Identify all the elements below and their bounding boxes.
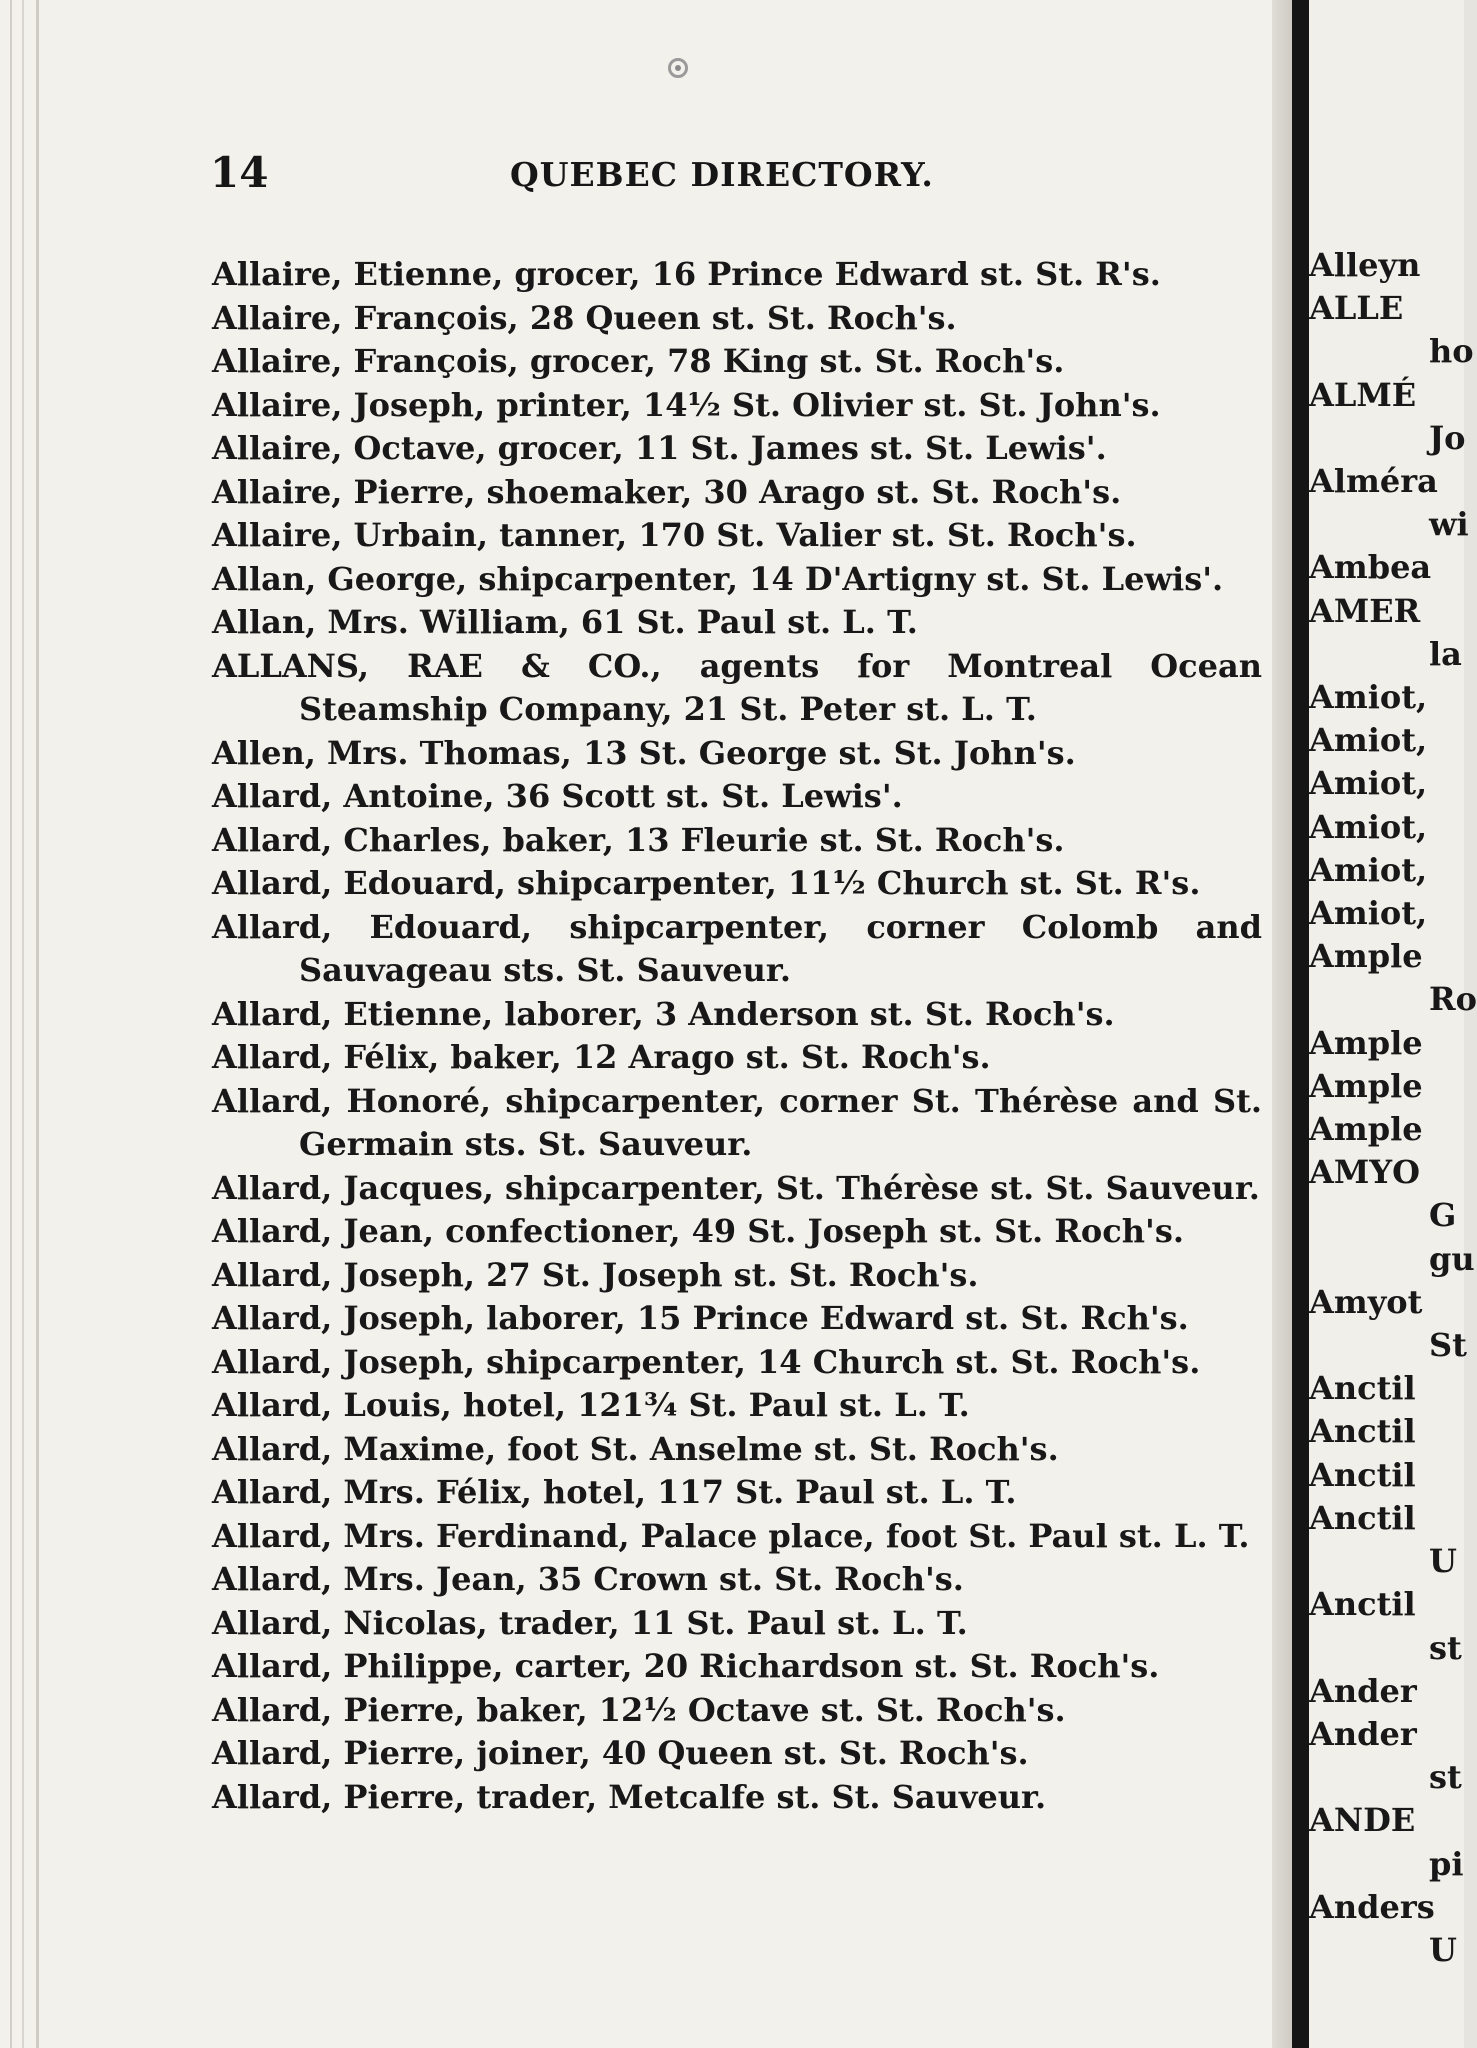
right-page-line: Jo	[1429, 418, 1466, 457]
right-page-line: Anctil	[1309, 1498, 1416, 1537]
right-page-line: U	[1429, 1930, 1457, 1969]
right-page-line: Ample	[1309, 937, 1423, 976]
directory-entry: Allard, Honoré, shipcarpenter, corner St. Thérèse and St. Germain sts. St. Sauveur.	[212, 1081, 1262, 1163]
directory-entry: Allard, Louis, hotel, 121¾ St. Paul st. L. T.	[212, 1386, 970, 1424]
right-page-line: ALMÉ	[1309, 375, 1417, 414]
directory-entry: Allard, Pierre, trader, Metcalfe st. St. Sauveur.	[212, 1777, 1047, 1816]
directory-entry: Allard, Mrs. Jean, 35 Crown st. St. Roch's.	[212, 1560, 964, 1598]
pin-hole-icon	[668, 58, 688, 78]
directory-entry: Allard, Jacques, shipcarpenter, St. Thérèse st. St. Sauveur.	[212, 1168, 1260, 1207]
right-page-line: Ander	[1309, 1714, 1417, 1753]
binding-edge	[1272, 0, 1292, 2048]
directory-entry: Allard, Charles, baker, 13 Fleurie st. St. Roch's.	[212, 820, 1065, 859]
directory-entry: ALLANS, RAE & CO., agents for Montreal Ocean Steamship Company, 21 St. Peter st. L. T.	[212, 646, 1262, 728]
directory-entry: Allard, Etienne, laborer, 3 Anderson st. St. Roch's.	[212, 994, 1115, 1033]
directory-entry: Allard, Edouard, shipcarpenter, 11½ Church st. St. R's.	[212, 864, 1201, 902]
page-edge-line	[36, 0, 39, 2048]
right-page-line: Ander	[1309, 1671, 1417, 1710]
right-page-line: Ro	[1429, 980, 1477, 1019]
directory-entry: Allan, George, shipcarpenter, 14 D'Artigny st. St. Lewis'.	[212, 559, 1224, 598]
directory-entry: Allard, Pierre, baker, 12½ Octave st. St. Roch's.	[212, 1690, 1066, 1729]
right-page-line: Ambea	[1309, 548, 1432, 587]
page-header	[210, 148, 1262, 198]
right-page-line: st	[1429, 1628, 1462, 1667]
directory-entry: Allaire, Joseph, printer, 14½ St. Olivier st. St. John's.	[212, 385, 1161, 424]
right-page-line: U	[1429, 1542, 1457, 1581]
right-page-line: G	[1429, 1196, 1457, 1235]
right-page-line: Amiot,	[1309, 721, 1428, 760]
right-page-line: ho	[1429, 332, 1474, 371]
directory-entry: Allaire, François, 28 Queen st. St. Roch's.	[212, 298, 957, 337]
directory-entry: Allaire, Pierre, shoemaker, 30 Arago st. St. Roch's.	[212, 472, 1122, 511]
right-page-line: Alméra	[1309, 462, 1438, 501]
right-page-line: la	[1429, 634, 1462, 673]
directory-entry: Allard, Mrs. Félix, hotel, 117 St. Paul st. L. T.	[212, 1473, 1017, 1511]
right-page-line: st	[1429, 1758, 1462, 1797]
right-page	[1309, 0, 1477, 2048]
right-page-line: Amiot,	[1309, 807, 1428, 846]
directory-entry: Allaire, Etienne, grocer, 16 Prince Edward st. St. R's.	[212, 255, 1161, 293]
page-edge-line	[10, 0, 12, 2048]
directory-entry: Allard, Mrs. Ferdinand, Palace place, foot St. Paul st. L. T.	[212, 1516, 1250, 1555]
page-edge-line	[22, 0, 24, 2048]
directory-entry: Allard, Maxime, foot St. Anselme st. St. Roch's.	[212, 1429, 1059, 1468]
right-page-line: Ample	[1309, 1110, 1423, 1149]
right-page-line: Amiot,	[1309, 678, 1428, 717]
directory-entry: Allard, Joseph, shipcarpenter, 14 Church st. St. Roch's.	[212, 1342, 1201, 1381]
right-page-line: Anctil	[1309, 1455, 1416, 1494]
directory-entry: Allard, Pierre, joiner, 40 Queen st. St. Roch's.	[212, 1734, 1029, 1772]
right-page-line: Anders	[1309, 1887, 1435, 1926]
book-gutter	[1292, 0, 1309, 2048]
directory-entry: Allan, Mrs. William, 61 St. Paul st. L. T.	[212, 603, 918, 641]
right-page-line: Anctil	[1309, 1585, 1416, 1624]
page-number: 14	[210, 148, 269, 197]
directory-entry: Allard, Joseph, laborer, 15 Prince Edward st. St. Rch's.	[212, 1299, 1189, 1337]
right-page-line: ALLE	[1309, 289, 1404, 328]
right-page-line: AMER	[1309, 591, 1421, 630]
right-page-column	[1309, 244, 1477, 1972]
right-page-line: St	[1429, 1326, 1467, 1365]
directory-entry: Allard, Félix, baker, 12 Arago st. St. Roch's.	[212, 1038, 991, 1076]
right-page-line: gu	[1429, 1239, 1475, 1278]
directory-entries	[212, 253, 1262, 1819]
right-page-line: wi	[1429, 505, 1469, 544]
right-page-line: Ample	[1309, 1023, 1423, 1062]
right-page-line: Amiot,	[1309, 894, 1428, 933]
right-page-line: pi	[1429, 1844, 1464, 1883]
directory-entry: Allard, Joseph, 27 St. Joseph st. St. Roch's.	[212, 1255, 979, 1294]
running-head: QUEBEC DIRECTORY.	[510, 155, 934, 194]
directory-entry: Allard, Antoine, 36 Scott st. St. Lewis'.	[212, 777, 903, 815]
directory-entry: Allaire, François, grocer, 78 King st. St. Roch's.	[212, 342, 1065, 380]
right-page-line: AMYO	[1309, 1153, 1420, 1192]
directory-entry: Allard, Philippe, carter, 20 Richardson st. St. Roch's.	[212, 1647, 1160, 1685]
right-page-line: Amiot,	[1309, 764, 1428, 803]
directory-entry: Allard, Edouard, shipcarpenter, corner Colomb and Sauvageau sts. St. Sauveur.	[212, 907, 1262, 989]
directory-entry: Allard, Nicolas, trader, 11 St. Paul st. L. T.	[212, 1603, 968, 1642]
right-page-line: Anctil	[1309, 1369, 1416, 1408]
directory-entry: Allen, Mrs. Thomas, 13 St. George st. St. John's.	[212, 733, 1076, 772]
directory-entry: Allaire, Urbain, tanner, 170 St. Valier st. St. Roch's.	[212, 516, 1137, 554]
directory-entry: Allard, Jean, confectioner, 49 St. Joseph st. St. Roch's.	[212, 1212, 1184, 1250]
right-page-line: Anctil	[1309, 1412, 1416, 1451]
right-page-line: Ample	[1309, 1066, 1423, 1105]
right-page-line: ANDE	[1309, 1801, 1416, 1840]
directory-entry: Allaire, Octave, grocer, 11 St. James st. St. Lewis'.	[212, 429, 1107, 467]
right-page-line: Alleyn	[1309, 246, 1421, 284]
right-page-line: Amiot,	[1309, 850, 1428, 889]
right-page-line: Amyot	[1309, 1282, 1423, 1321]
